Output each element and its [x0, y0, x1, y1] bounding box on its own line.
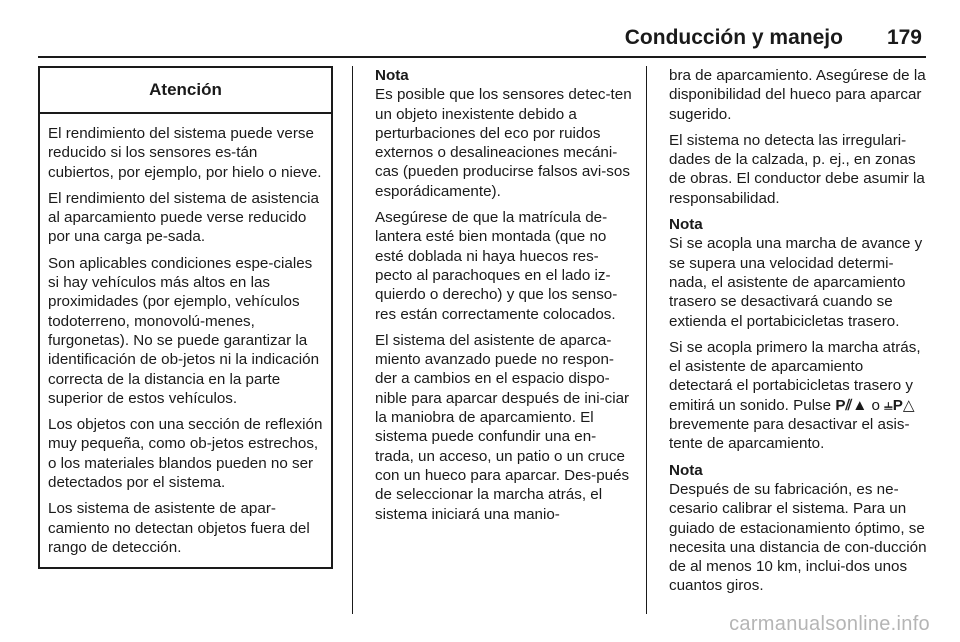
caution-paragraph: Los sistema de asistente de apar-camiento no detectan objetos fuera del rango de detección.: [48, 500, 310, 556]
caution-paragraph: Son aplicables condiciones espe-ciales si hay vehículos más altos en las proximidades (por ejemplo, vehículos todoterreno, monovolú-menes, furgonetas). No se puede garantizar la identificación de ob-jetos ni la indicación correcta de la distancia en la parte superior de estos vehículos.: [48, 254, 320, 407]
paragraph-text: o: [867, 396, 885, 414]
note-label: Nota: [669, 216, 703, 234]
caution-paragraph: El rendimiento del sistema de asistencia al aparcamiento puede verse reducido por una carga pe-sada.: [48, 189, 319, 246]
caution-box: [38, 66, 333, 569]
section-title: Conducción y manejo: [624, 26, 843, 49]
note-text: Después de su fabricación, es ne-cesario calibrar el sistema. Para un guiado de estacionamiento óptimo, se necesita una distancia de con-ducción de al menos 10 km, inclui-dos unos cuantos giros.: [669, 480, 927, 595]
column-divider: [646, 66, 647, 614]
column-divider: [352, 66, 353, 614]
body-paragraph: [669, 338, 927, 454]
parking-sensor-button-icon: ⫨P△: [884, 396, 915, 414]
body-paragraph: bra de aparcamiento. Asegúrese de la disponibilidad del hueco para aparcar sugerido.: [669, 67, 926, 123]
note-label: Nota: [669, 461, 703, 479]
note-label: Nota: [375, 67, 409, 84]
paragraph-text: brevemente para desactivar el asis-tente de aparcamiento.: [669, 416, 910, 453]
header-rule: [38, 56, 926, 58]
parking-assist-button-icon: P⫽▲: [835, 396, 868, 414]
paragraph-text: Si se acopla primero la marcha atrás, el asistente de aparcamiento detectará el portabicicletas trasero y emitirá un sonido. Pulse: [669, 338, 921, 414]
column-right: [669, 66, 927, 596]
body-paragraph: El sistema del asistente de aparca-miento avanzado puede no respon-der a cambios en el espacio dispo-nible para aparcar después de ini-ciar la maniobra de aparcamiento. El sistema puede confundir una en-trada, un acceso, un patio o un cruce con un hueco para aparcar. Des-pués de seleccionar la marcha atrás, el sistema iniciará una manio-: [375, 331, 630, 523]
page-number: 179: [886, 26, 922, 49]
caution-paragraph: El rendimiento del sistema puede verse reducido si los sensores es-tán cubiertos, por ejemplo, por hielo o nieve.: [48, 125, 322, 181]
watermark: carmanualsonline.info: [729, 613, 930, 635]
column-middle: [375, 66, 633, 524]
note-text: Si se acopla una marcha de avance y se supera una velocidad determi-nada, el asistente de aparcamiento trasero se desactivará cuando se extienda el portabicicletas trasero.: [669, 235, 923, 330]
body-paragraph: El sistema no detecta las irregulari-dades de la calzada, p. ej., en zonas de obras. El conductor debe asumir la responsabilidad.: [669, 131, 925, 207]
note-text: Es posible que los sensores detec-ten un objeto inexistente debido a perturbaciones del eco por ruidos externos o desalineaciones mecáni-cas (pueden producirse falsos avi-sos esporádicamente).: [375, 86, 632, 200]
page-header: [625, 26, 922, 50]
caution-body: [40, 114, 331, 567]
caution-paragraph: Los objetos con una sección de reflexión muy pequeña, como ob-jetos estrechos, o los materiales blandos pueden no ser detectados por el sistema.: [48, 416, 323, 492]
body-paragraph: Asegúrese de que la matrícula de-lantera esté bien montada (que no esté doblada ni haya huecos res-pecto al parachoques en el lado iz-quierdo o derecho) y que los senso-res están correctamente colocados.: [375, 209, 618, 323]
caution-title: Atención: [40, 68, 331, 114]
